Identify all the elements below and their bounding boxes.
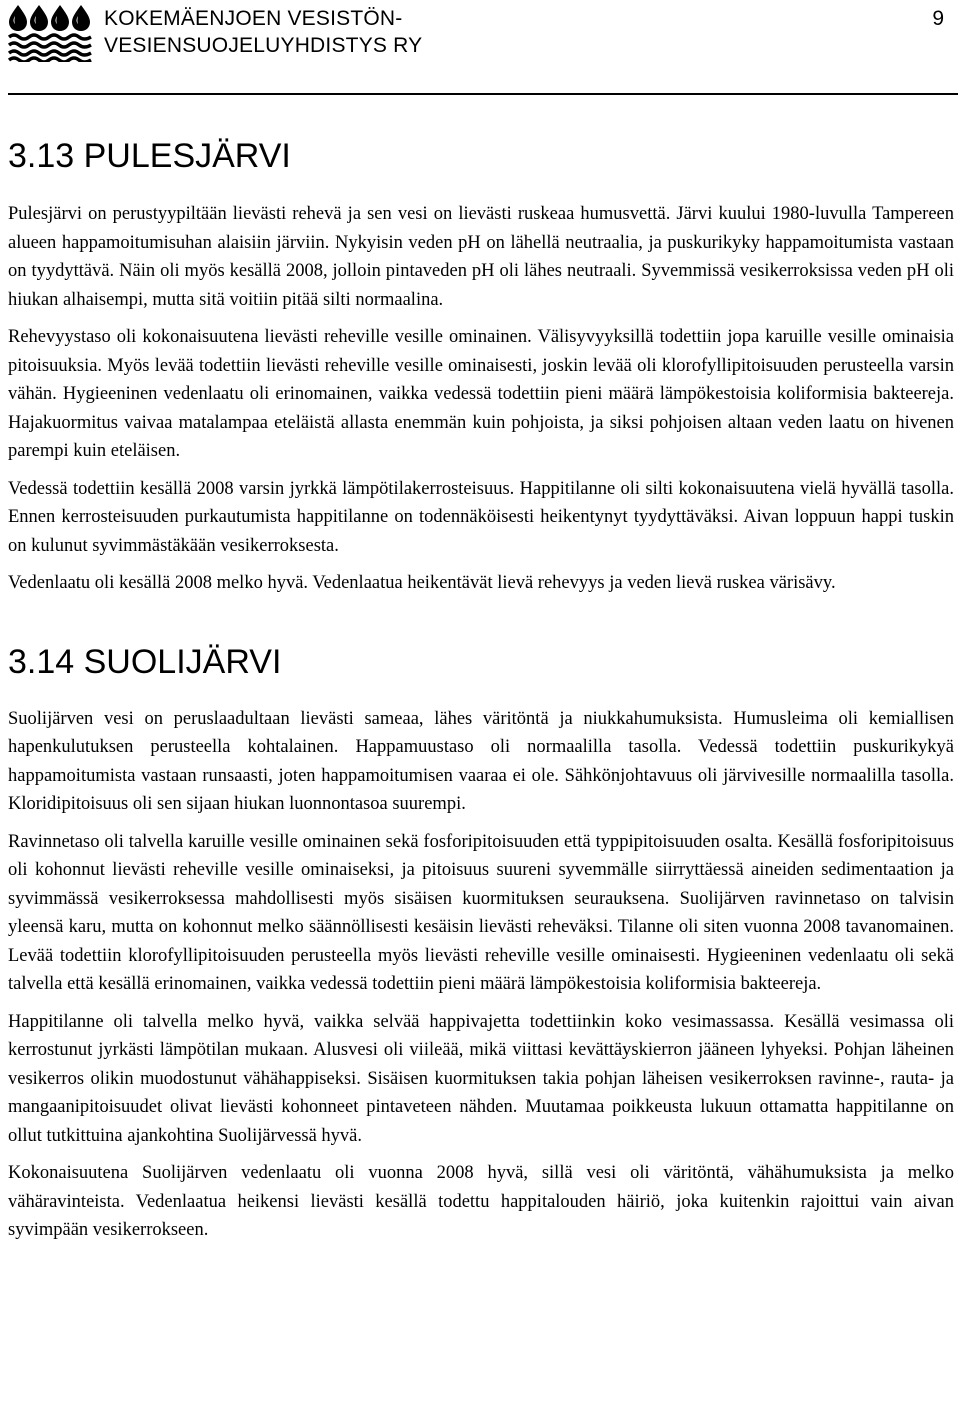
paragraph: Kokonaisuutena Suolijärven vedenlaatu oli vuonna 2008 hyvä, sillä vesi oli väritöntä, vähähumuksista ja melko vähäravinteista. Vedenlaatua heikensi lievästi kesällä todettu happitalouden häiriö, joka kuitenkin rajoittui vain aivan syvimpään vesikerrokseen.: [8, 1163, 954, 1240]
paragraph: Happitilanne oli talvella melko hyvä, vaikka selvää happivajetta todettiinkin koko vesimassassa. Kesällä vesimassa oli kerrostunut jyrkästi lämpötilan mukaan. Alusvesi oli viileää, mikä viittasi kevättäyskierron jääneen lyhyeksi. Pohjan läheinen vesikerros olikin muodostunut vähähappiseksi. Sisäisen kuormituksen takia pohjan läheisen vesikerroksen ravinne-, rauta- ja mangaanipitoisuudet olivat lievästi kohonneet pintaveteen nähden. Muutamaa poikkeusta lukuun ottamatta happitilanne on ollut tutkittuina ajankohtina Suolijärvessä hyvä.: [8, 1011, 954, 1146]
section-heading: 3.14 SUOLIJÄRVI: [8, 642, 282, 681]
paragraph: Rehevyystaso oli kokonaisuutena lievästi reheville vesille ominainen. Välisyvyyksillä todettiin jopa karuille vesille ominaisia pitoisuuksia. Myös levää todettiin lievästi reheville vesille ominaisesti, joskin levää oli klorofyllipitoisuuden perusteella varsin vähän. Hygieeninen vedenlaatu oli erinomainen, vaikka vedessä todettiin pieni määrä lämpökestoisia koliformisia bakteereja. Hajakuormitus vaivaa matalampaa eteläistä allasta enemmän kuin pohjoista, ja siksi pohjoisen altaan veden laatu on hivenen parempi kuin eteläisen.: [8, 327, 954, 461]
paragraph: Vedenlaatu oli kesällä 2008 melko hyvä. Vedenlaatua heikentävät lievä rehevyys ja veden lievä ruskea värisävy.: [8, 573, 836, 593]
paragraph: Ravinnetaso oli talvella karuille vesille ominainen sekä fosforipitoisuuden että typpipitoisuuden osalta. Kesällä fosforipitoisuus oli kohonnut lievästi reheville vesille ominaiseksi, ja pitoisuus suureni syvemmälle siirryttäessä aineiden sedimentaation ja syvimmässä vesikerroksessa mahdollisesti myös sisäisen kuormituksen seurauksena. Suolijärven ravinnetaso on talvisin yleensä karu, mutta on kohonnut melko säännöllisesti kesäisin lievästi reheväksi. Tilanne oli siten vuonna 2008 tavanomainen. Levää todettiin klorofyllipitoisuuden perusteella myös lievästi reheville vesille ominaisesti. Hygieeninen vedenlaatu oli sekä talvella että kesällä erinomainen, vaikka vedessä todettiin pieni määrä lämpökestoisia koliformisia bakteereja.: [8, 831, 954, 994]
document-body: [8, 136, 954, 1254]
paragraph: Vedessä todettiin kesällä 2008 varsin jyrkkä lämpötilakerrosteisuus. Happitilanne oli silti kokonaisuutena vielä hyvällä tasolla. Ennen kerrosteisuuden purkautumista happitilanne on todennäköisesti heikentynyt tyydyttäväksi. Aivan loppuun happi tuskin on kulunut syvimmästäkään vesikerroksesta.: [8, 478, 954, 556]
section-heading: 3.13 PULESJÄRVI: [8, 137, 291, 175]
section-suolijarvi: [8, 642, 954, 1245]
header-divider: [8, 93, 958, 95]
page-number: 9: [932, 7, 944, 30]
paragraph: Suolijärven vesi on peruslaadultaan lievästi sameaa, lähes väritöntä ja niukkahumuksista. Humusleima oli kemiallisen hapenkulutuksen perusteella kohtalainen. Happamuustaso oli normaalilla tasolla. Vedessä todettiin puskurikykyä happamoitumista vastaan runsaasti, joten happamoitumisen vaaraa ei ole. Sähkönjohtavuus oli järvivesille normaalilla tasolla. Kloridipitoisuus oli sen sijaan hiukan luonnontasoa suurempi.: [8, 708, 954, 814]
organization-name-line1: KOKEMÄENJOEN VESISTÖN-: [104, 7, 403, 30]
paragraph: Pulesjärvi on perustyypiltään lievästi rehevä ja sen vesi on lievästi ruskeaa humusvettä. Järvi kuului 1980-luvulla Tampereen alueen happamoitumisuhan alaisiin järviin. Nykyisin veden pH on lähellä neutraalia, ja puskurikyky happamoitumista vastaan on tyydyttävä. Näin oli myös kesällä 2008, jolloin pintaveden pH oli lähes neutraali. Syvemmissä vesikerroksissa veden pH oli hiukan alhaisempi, mutta sitä voitiin pitää silti normaalina.: [8, 204, 954, 310]
section-pulesjarvi: [8, 136, 954, 598]
water-drops-and-waves-logo-icon: [8, 4, 92, 62]
organization-name-line2: VESIENSUOJELUYHDISTYS RY: [104, 34, 423, 57]
page-header: [0, 0, 960, 96]
organization-name: [104, 5, 422, 59]
